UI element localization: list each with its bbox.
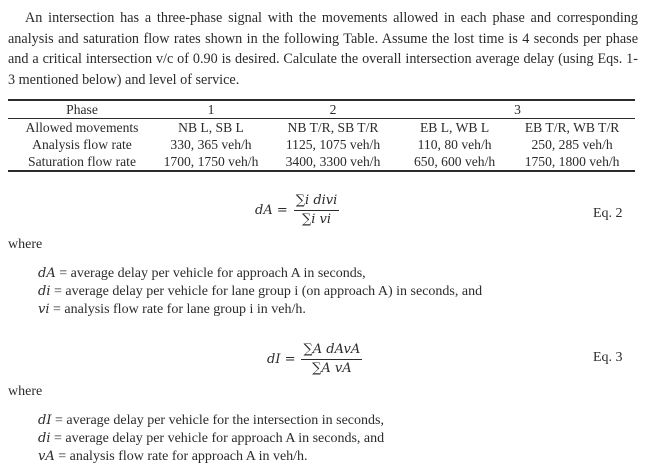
eq3-fraction bbox=[301, 342, 362, 376]
table-cell: EB L, WB L bbox=[419, 120, 490, 135]
eq3-numerator: ∑A dAvA bbox=[301, 342, 362, 360]
definition-text: = average delay per vehicle for approach A in seconds, and bbox=[50, 431, 385, 446]
eq2-label: Eq. 2 bbox=[593, 206, 623, 221]
header-phase-2: 2 bbox=[266, 100, 400, 119]
definition-line bbox=[38, 448, 384, 466]
table-cell: 3400, 3300 veh/h bbox=[266, 153, 400, 171]
definition-text: = analysis flow rate for lane group i in veh/h. bbox=[49, 302, 306, 317]
definition-symbol: dA bbox=[38, 266, 56, 281]
equation-2 bbox=[255, 193, 339, 227]
table-header-row bbox=[8, 100, 635, 119]
eq2-denominator: ∑i vi bbox=[301, 212, 332, 227]
table-row bbox=[8, 153, 635, 171]
definition-symbol: vi bbox=[38, 302, 50, 317]
table-cell: NB L, SB L bbox=[178, 120, 244, 135]
definition-line bbox=[38, 412, 384, 430]
definition-text: = average delay per vehicle for lane group i (on approach A) in seconds, and bbox=[50, 284, 483, 299]
header-phase-1: 1 bbox=[156, 100, 266, 119]
eq2-where: where bbox=[8, 237, 43, 252]
row-label: Allowed movements bbox=[25, 120, 139, 135]
definition-symbol: dI bbox=[38, 413, 52, 428]
eq2-numerator: ∑i divi bbox=[294, 193, 340, 211]
eq3-definitions bbox=[38, 412, 384, 466]
table-cell: 1700, 1750 veh/h bbox=[156, 153, 266, 171]
eq3-lhs: dI = bbox=[267, 351, 296, 367]
header-phase: Phase bbox=[8, 100, 156, 119]
table-cell: 650, 600 veh/h bbox=[400, 153, 509, 171]
table-cell: 1125, 1075 veh/h bbox=[285, 137, 381, 152]
definition-symbol: vA bbox=[38, 449, 55, 464]
problem-statement: An intersection has a three-phase signal with the movements allowed in each phase and corresponding analysis and saturation flow rates shown in the following Table. Assume the lost time is 4 seconds per phase and a critical intersection v/c of 0.90 is desired. Calculate the overall intersection average delay (using Eqs. 1-3 mentioned below) and level of service. bbox=[8, 10, 638, 88]
table-row bbox=[8, 136, 635, 153]
definition-line bbox=[38, 430, 384, 448]
equation-3 bbox=[267, 342, 362, 376]
definition-line bbox=[38, 301, 482, 319]
signal-phase-table bbox=[8, 99, 635, 172]
eq3-label: Eq. 3 bbox=[593, 350, 623, 365]
header-phase-3: 3 bbox=[400, 100, 635, 119]
table-cell: NB T/R, SB T/R bbox=[287, 120, 379, 135]
eq2-lhs: dA = bbox=[255, 202, 288, 218]
eq2-fraction bbox=[294, 193, 340, 227]
definition-symbol: di bbox=[38, 431, 51, 446]
eq3-denominator: ∑A vA bbox=[312, 361, 352, 376]
table-cell: 1750, 1800 veh/h bbox=[509, 153, 635, 171]
table-row bbox=[8, 119, 635, 137]
definition-line bbox=[38, 265, 482, 283]
definition-symbol: di bbox=[38, 284, 51, 299]
definition-text: = average delay per vehicle for approach A in seconds, bbox=[55, 266, 366, 281]
table-cell: EB T/R, WB T/R bbox=[524, 120, 620, 135]
definition-text: = average delay per vehicle for the intersection in seconds, bbox=[51, 413, 384, 428]
definition-text: = analysis flow rate for approach A in veh/h. bbox=[54, 449, 308, 464]
row-label: Saturation flow rate bbox=[8, 153, 156, 171]
table-cell: 330, 365 veh/h bbox=[170, 137, 252, 152]
definition-line bbox=[38, 283, 482, 301]
table-cell: 250, 285 veh/h bbox=[531, 137, 613, 152]
row-label: Analysis flow rate bbox=[32, 137, 132, 152]
eq2-definitions bbox=[38, 265, 482, 319]
table-cell: 110, 80 veh/h bbox=[417, 137, 492, 152]
eq3-where: where bbox=[8, 384, 43, 399]
